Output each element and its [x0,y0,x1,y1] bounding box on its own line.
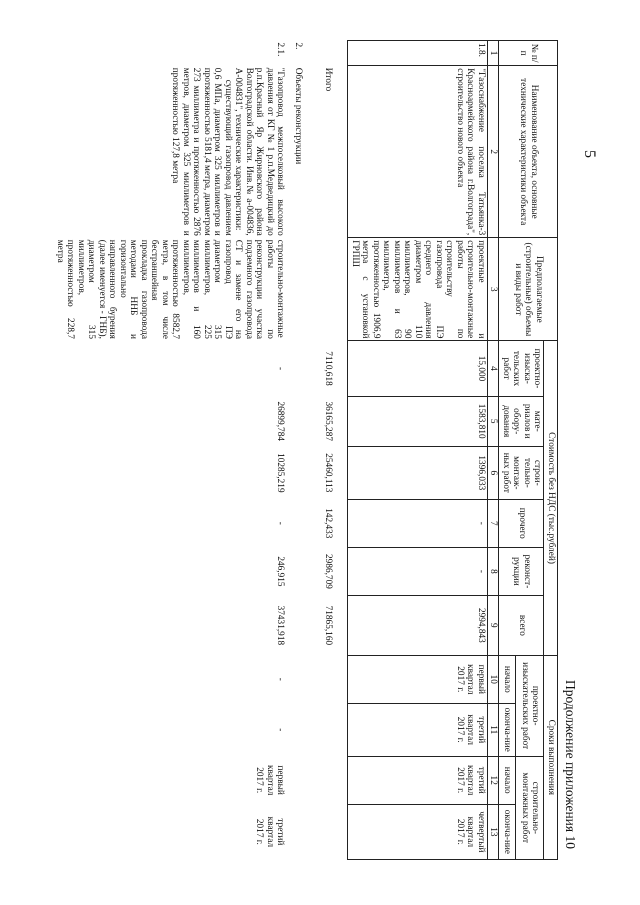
object-name [54,66,287,238]
itogo-construction: 25460,113 [323,453,334,493]
itogo-reconstruction: 2986,709 [323,554,334,589]
section-2-row [287,41,310,860]
itogo-materials: 36165,287 [323,401,334,441]
header-row-1 [544,41,558,860]
col-num: 4 [488,341,500,396]
header-name: Наименование объекта, основные технические характеристики объекта [499,66,558,238]
cost-construction: 10285,219 [275,453,286,493]
col-num: 9 [488,596,500,656]
cost-other: - [348,499,488,547]
build-start: первый квартал 2017 г. [254,764,286,796]
work-description: строительно-монтажные работы по реконструкции участка подземного газопровода СТ и замене его на газопровод ПЭ диаметром 315 миллиметров, 225 миллиметров и 160 миллиметров, протяженностью 8582,7 метра, в том числе бестраншейная прокладка газопровода методами ННБ и горизонтально направленного бурения (далее именуется - ГНБ), диаметром 315 миллиметров, протяженностью 228,7 метра [55,239,286,339]
col-num: 3 [488,238,500,341]
header-schedule-group: Сроки выполнения [544,655,558,859]
col-num: 12 [488,756,500,804]
header-total: всего [499,596,544,656]
header-no: № п/п [499,41,558,66]
cost-materials: 26899,784 [275,401,286,441]
cost-reconstruction: - [348,547,488,595]
itogo-other: 142,433 [323,508,334,539]
object-name: "Газоснабжение поселка Татьянка-3 Красноармейского района г.Волгограда", строительство нового объекта [348,66,488,238]
header-end2: оконча-ние [499,804,515,859]
row-no: 1.8. [348,41,488,66]
itogo-survey: 7110,618 [323,351,334,386]
header-start2: начало [499,756,515,804]
header-cost-group: Стоимость без НДС (тыс.рублей) [544,341,558,655]
header-end: оконча-ние [499,703,515,756]
itogo-row [309,41,348,860]
header-materials: мате-риалов и обору-дования [499,396,544,446]
investment-table [54,40,559,860]
col-num: 8 [488,547,500,595]
table-row-2-1 [54,41,287,860]
design-start: - [275,677,286,681]
appendix-caption: Продолжение приложения 10 [563,679,578,849]
design-start: первый квартал 2017 г. [348,655,488,703]
cost-total: 37431,918 [275,605,286,646]
design-end: - [275,728,286,732]
row-no: 2.1. [275,42,286,57]
section-no: 2. [293,42,303,50]
cost-other: - [275,521,286,525]
header-works: Предполагаемые (строительные) объемы и виды работ [499,238,558,341]
object-name-part2: существующий газопровод давлением 0,6 МПа, диаметром 325 миллиметров и протяженностью 5181,4 метра, диаметром 273 миллиметра и протяженностью 2876 метров, диаметром 325 миллиметров и протяженностью 127,8 метра [170,67,233,236]
header-start: начало [499,655,515,703]
work-description: проектные и строительно-монтажные работы по строительству газопровода ПЭ среднего давления диаметром 110 миллиметров, 90 миллиметров и 63 миллиметра, протяженностью 1906,9 метра с установкой ГРПШ [348,238,488,341]
table-row-1-8 [348,41,488,860]
build-end: четвертый квартал 2017 г. [348,804,488,859]
object-name-part1: "Газопровод межпоселковый высокого давления от КГ № 1 р.п.Медведицкий до р.п.Красный Яр Жирновского района Волгоградской области. Инв.№ а-004836, А-004831", технические характеристики: [233,67,286,236]
col-num: 11 [488,703,500,756]
col-num: 7 [488,499,500,547]
cost-survey: 15,000 [348,341,488,396]
section-title: Объекты реконструкции [293,67,303,165]
header-build-group: строительно-монтажных работ [515,756,544,859]
col-num: 1 [488,41,500,66]
col-num: 10 [488,655,500,703]
cost-total: 2994,843 [348,596,488,656]
header-reconstruction: реконст-рукции [499,547,544,595]
col-num: 6 [488,446,500,499]
cost-survey: - [275,366,286,371]
header-construction: строи-тельно-монтаж-ных работ [499,446,544,499]
header-other: прочего [499,499,544,547]
cost-reconstruction: 246,915 [275,556,286,587]
column-number-row [488,41,500,860]
page-number: 5 [581,150,598,158]
col-num: 2 [488,66,500,238]
design-end: третий квартал 2017 г. [348,703,488,756]
itogo-total: 71865,160 [323,605,334,646]
header-design-group: проектно-изыскательских работ [515,655,544,756]
cost-materials: 1583,810 [348,396,488,446]
col-num: 5 [488,396,500,446]
cost-construction: 1396,033 [348,446,488,499]
build-end: третий квартал 2017 г. [254,816,286,848]
build-start: третий квартал 2017 г. [348,756,488,804]
col-num: 13 [488,804,500,859]
rotated-table-region [38,30,578,865]
header-survey: проектно-изыска-тельских работ [499,341,544,396]
itogo-label: Итого [323,67,334,92]
